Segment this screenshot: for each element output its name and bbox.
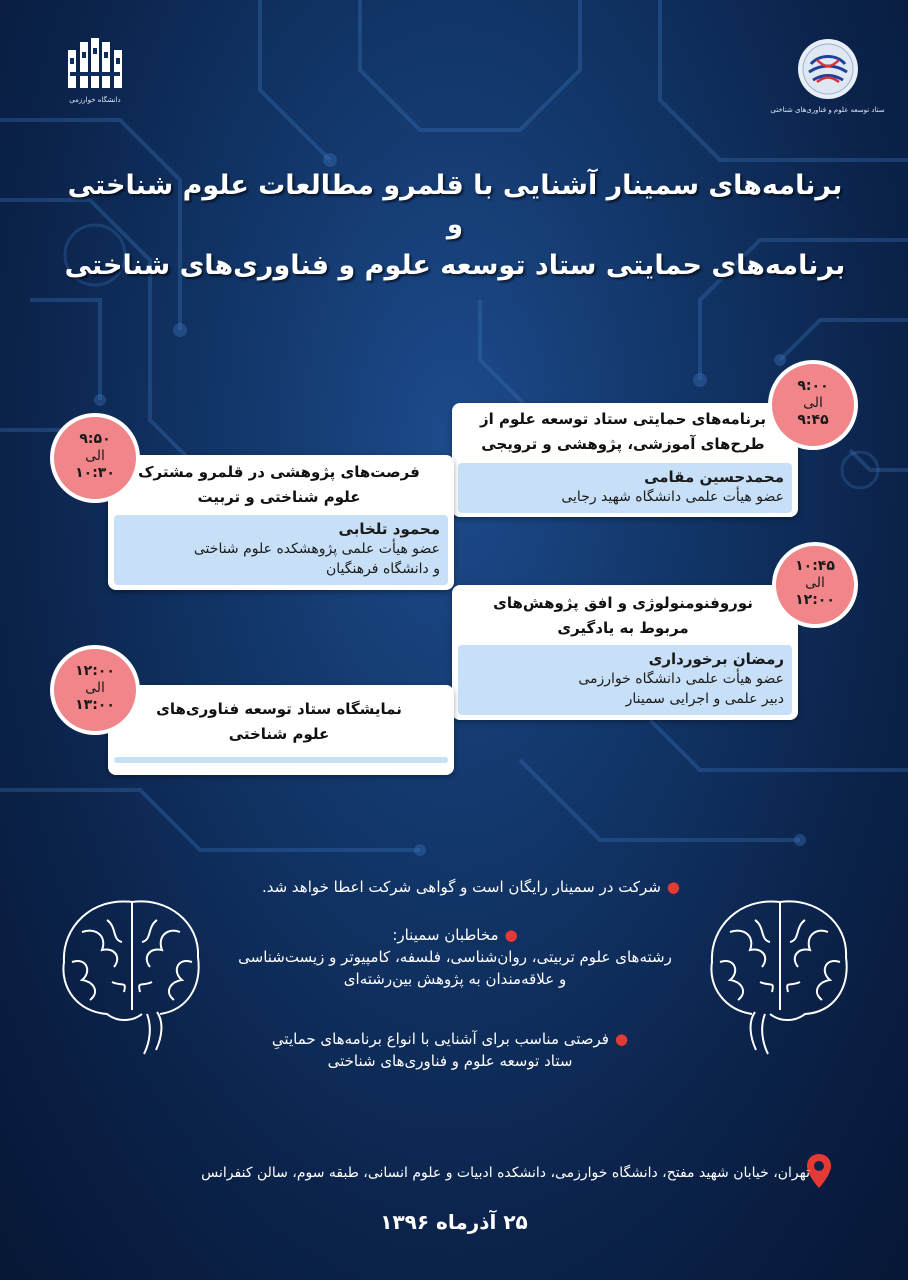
session-1-title-line2: طرح‌های آموزشی، پژوهشی و ترویجی <box>481 435 765 453</box>
session-4-time-start: ۱۲:۰۰ <box>75 663 115 679</box>
session-2-speaker-role2: و دانشگاه فرهنگیان <box>325 561 440 577</box>
info-item-audience <box>230 924 680 990</box>
session-1-speaker-name: محمدحسین مقامی <box>644 468 784 486</box>
session-card-2 <box>108 455 454 590</box>
session-3-time-badge <box>772 542 858 628</box>
audience-line2: و علاقه‌مندان به پژوهش بین‌رشته‌ای <box>343 970 567 988</box>
session-3-time-end: ۱۲:۰۰ <box>795 592 835 608</box>
brain-left-icon <box>52 892 212 1062</box>
session-2-time-end: ۱۰:۳۰ <box>75 465 115 481</box>
session-4-title-line2: علوم شناختی <box>228 725 330 743</box>
university-logo-caption: دانشگاه خوارزمی <box>69 96 121 104</box>
brain-emblem-icon <box>797 38 859 100</box>
main-title-line1: برنامه‌های سمینار آشنایی با قلمرو مطالعات علوم شناختی <box>67 170 843 201</box>
session-3-time-start: ۱۰:۴۵ <box>795 558 835 574</box>
session-2-title-line1: فرصت‌های پژوهشی در قلمرو مشترک <box>138 463 420 481</box>
session-3-speaker-name: رمضان برخورداری <box>648 650 784 668</box>
audience-title: مخاطبان سمینار: <box>392 926 499 944</box>
bullet-icon: ● <box>666 878 680 896</box>
session-card-1 <box>452 403 798 517</box>
session-3-time-sep: الی <box>805 575 825 591</box>
bullet-icon: ● <box>614 1030 629 1048</box>
session-1-speaker-role: عضو هیأت علمی دانشگاه شهید رجایی <box>561 489 784 505</box>
session-4-footer-bar <box>114 757 448 763</box>
info-item-opportunity <box>240 1028 660 1072</box>
session-1-time-sep: الی <box>803 395 823 411</box>
session-card-3 <box>452 585 798 720</box>
session-3-title-line1: نوروفنومنولوژی و افق پژوهش‌های <box>493 594 753 612</box>
session-4-time-badge <box>50 645 140 735</box>
session-1-title-line1: برنامه‌های حمایتی ستاد توسعه علوم از <box>479 410 767 428</box>
brain-right-icon <box>700 892 860 1062</box>
session-3-speaker-role2: دبیر علمی و اجرایی سمینار <box>625 691 784 707</box>
session-2-speaker-box <box>114 515 448 585</box>
opportunity-line2: ستاد توسعه علوم و فناوری‌های شناختی <box>327 1052 573 1070</box>
session-2-time-badge <box>50 413 140 503</box>
venue-address: تهران، خیابان شهید مفتح، دانشگاه خوارزمی، دانشکده ادبیات و علوم انسانی، طبقه سوم، سالن کنفرانس <box>201 1165 810 1181</box>
main-title-line3: برنامه‌های حمایتی ستاد توسعه علوم و فناوری‌های شناختی <box>64 250 846 281</box>
bullet-icon: ● <box>504 926 518 944</box>
university-emblem-icon <box>66 38 124 90</box>
main-title-line2: و <box>446 210 464 240</box>
session-1-time-start: ۹:۰۰ <box>797 378 829 394</box>
session-4-time-end: ۱۳:۰۰ <box>75 697 115 713</box>
session-card-4 <box>108 685 454 775</box>
session-2-speaker-name: محمود تلخابی <box>338 520 440 538</box>
session-2-time-start: ۹:۵۰ <box>79 431 111 447</box>
session-3-title-line2: مربوط به یادگیری <box>557 619 689 637</box>
event-date: ۲۵ آذرماه ۱۳۹۶ <box>380 1210 528 1234</box>
info-item-free-text: شرکت در سمینار رایگان است و گواهی شرکت اعطا خواهد شد. <box>261 878 661 896</box>
session-4-time-sep: الی <box>85 680 105 696</box>
session-2-time-sep: الی <box>85 448 105 464</box>
council-logo-caption: ستاد توسعه علوم و فناوری‌های شناختی <box>770 106 885 114</box>
session-3-speaker-role1: عضو هیأت علمی دانشگاه خوارزمی <box>578 671 784 687</box>
cognitive-council-logo <box>760 38 895 114</box>
session-1-time-end: ۹:۴۵ <box>797 412 829 428</box>
session-1-speaker-box <box>458 463 792 513</box>
session-2-title-line2: علوم شناختی و تربیت <box>197 488 361 506</box>
info-item-free <box>220 876 680 898</box>
session-1-time-badge <box>768 360 858 450</box>
session-4-title-line1: نمایشگاه ستاد توسعه فناوری‌های <box>156 700 402 718</box>
university-logo <box>60 38 130 104</box>
audience-line1: رشته‌های علوم تربیتی، روان‌شناسی، فلسفه، کامپیوتر و زیست‌شناسی <box>238 948 672 966</box>
session-2-speaker-role1: عضو هیأت علمی پژوهشکده علوم شناختی <box>193 541 440 557</box>
session-3-speaker-box <box>458 645 792 715</box>
opportunity-line1: فرصتی مناسب برای آشنایی با انواع برنامه‌های حمایتیِ <box>271 1030 609 1048</box>
